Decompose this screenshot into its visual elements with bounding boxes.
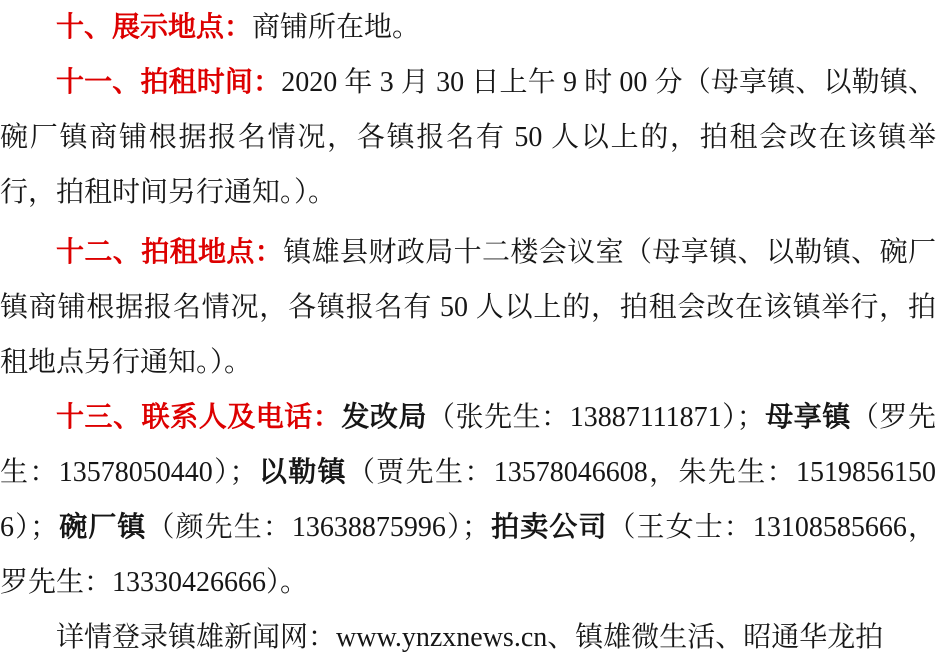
paragraph-footer-info (0, 610, 936, 665)
contact-org-auction-company: 拍卖公司 (490, 512, 608, 543)
section-13-heading: 十三、联系人及电话： (56, 402, 342, 433)
contact-detail-wanchang-town: （颜先生：13638875996）； (146, 512, 491, 543)
section-10-heading: 十、展示地点： (56, 12, 253, 43)
contact-detail-yile-town: （贾先生：13578046608，朱先生：15198561506）； (0, 457, 936, 543)
section-11-body-text: 2020 年 3 月 30 日上午 9 时 00 分（母享镇、以勒镇、碗厂镇商铺根据报名情况，各镇报名有 50 人以上的，拍租会改在该镇举行，拍租时间另行通知。）。 (0, 67, 936, 208)
section-10-body-text: 商铺所在地。 (252, 12, 421, 43)
paragraph-auction-time (0, 55, 936, 220)
contact-org-fagai-ju: 发改局 (341, 402, 428, 433)
footer-info-text: 详情登录镇雄新闻网：www.ynzxnews.cn、镇雄微生活、昭通华龙拍 (56, 622, 884, 653)
section-12-body-text: 镇雄县财政局十二楼会议室（母享镇、以勒镇、碗厂镇商铺根据报名情况，各镇报名有 50 人以上的，拍租会改在该镇举行，拍租地点另行通知。）。 (0, 237, 936, 378)
contact-org-yile-town: 以勒镇 (257, 457, 347, 488)
contact-org-muxiang-town: 母享镇 (764, 402, 851, 433)
section-11-heading: 十一、拍租时间： (56, 67, 282, 98)
paragraph-display-location (0, 0, 936, 55)
section-12-heading: 十二、拍租地点： (56, 237, 284, 268)
paragraph-contacts (0, 390, 936, 610)
paragraph-auction-place (0, 225, 936, 390)
contact-detail-muxiang-town: （罗先生：13578050440）； (0, 402, 936, 488)
contact-detail-auction-company: （王女士：13108585666，罗先生：13330426666）。 (0, 512, 936, 598)
contact-org-wanchang-town: 碗厂镇 (58, 512, 147, 543)
contact-detail-fagai-ju: （张先生：13887111871）； (427, 402, 765, 433)
